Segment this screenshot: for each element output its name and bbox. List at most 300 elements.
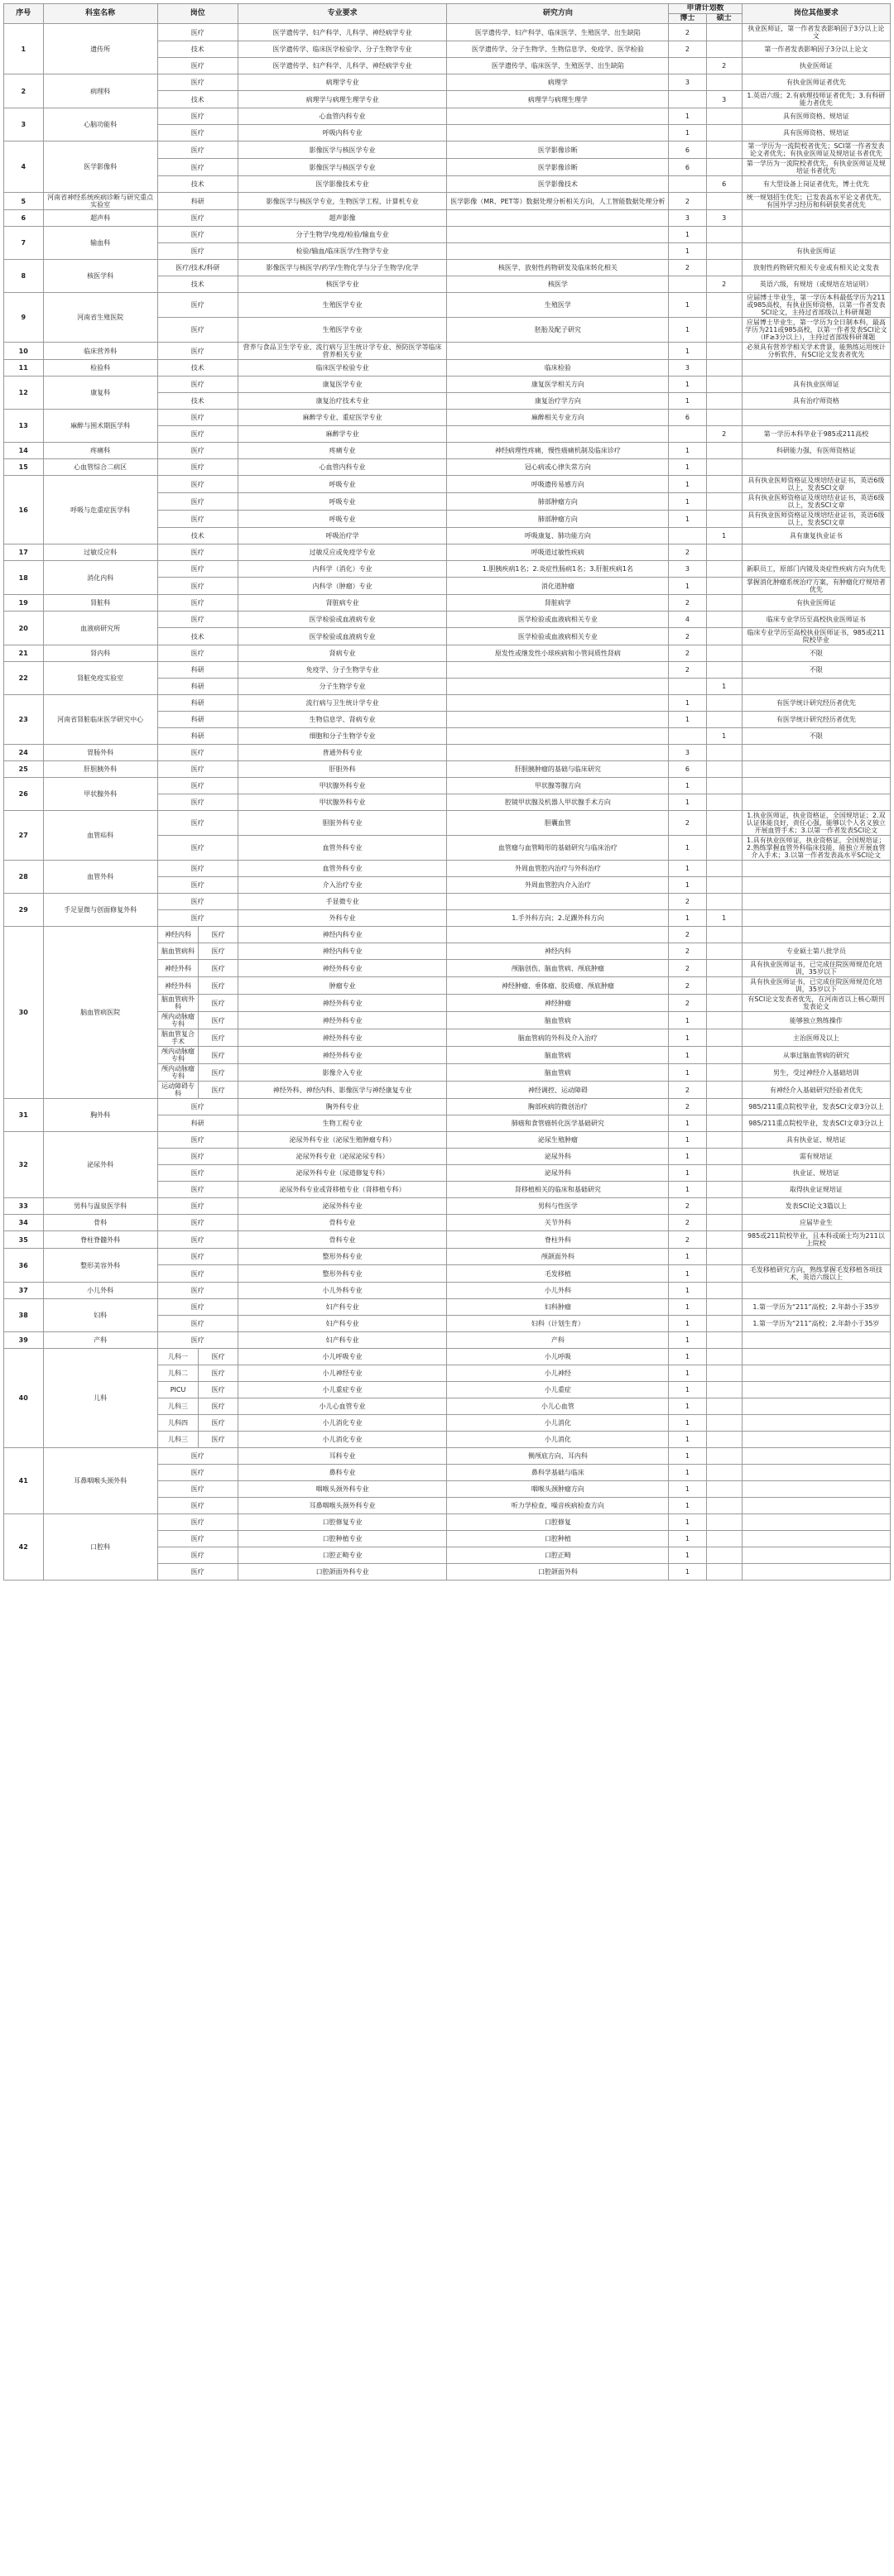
major-requirement: 妇产科专业 <box>238 1299 447 1316</box>
master-count <box>706 1099 742 1115</box>
post-type: 医疗 <box>157 877 238 894</box>
research-direction: 毛发移植 <box>447 1265 669 1283</box>
row-number: 12 <box>4 377 44 410</box>
master-count <box>706 1198 742 1215</box>
table-row <box>4 1231 891 1249</box>
research-direction: 小儿消化 <box>447 1415 669 1432</box>
major-requirement: 生物信息学、肾病专业 <box>238 712 447 728</box>
department-name: 手足显微与创面修复外科 <box>43 894 157 927</box>
department-name: 肾内科 <box>43 645 157 662</box>
sub-department: PICU <box>157 1382 199 1398</box>
master-count <box>706 1082 742 1099</box>
research-direction <box>447 108 669 125</box>
research-direction: 核医学、放射性药物研发及临床转化相关 <box>447 260 669 276</box>
row-number: 30 <box>4 927 44 1099</box>
post-type: 医疗 <box>157 1215 238 1231</box>
research-direction: 产科 <box>447 1332 669 1349</box>
department-name: 妇科 <box>43 1299 157 1332</box>
major-requirement: 医学遗传学、妇产科学、儿科学、神经病学专业 <box>238 24 447 41</box>
post-type: 医疗 <box>157 1316 238 1332</box>
post-type: 医疗 <box>157 159 238 176</box>
research-direction <box>447 426 669 443</box>
phd-count: 1 <box>669 343 706 360</box>
other-requirement <box>742 1465 890 1481</box>
major-requirement: 小儿消化专业 <box>238 1432 447 1448</box>
phd-count: 1 <box>669 1182 706 1198</box>
other-requirement <box>742 877 890 894</box>
major-requirement: 疼痛专业 <box>238 443 447 459</box>
table-row <box>4 210 891 227</box>
major-requirement: 肝胆外科 <box>238 761 447 778</box>
major-requirement: 甲状腺外科专业 <box>238 794 447 811</box>
department-name: 输血科 <box>43 227 157 260</box>
master-count <box>706 1432 742 1448</box>
other-requirement <box>742 1349 890 1365</box>
other-requirement <box>742 679 890 695</box>
department-name: 甲状腺外科 <box>43 778 157 811</box>
phd-count <box>669 91 706 108</box>
department-name: 检验科 <box>43 360 157 377</box>
sub-department: 儿科三 <box>157 1398 199 1415</box>
header-other: 岗位其他要求 <box>742 4 890 24</box>
post-type: 医疗 <box>157 1299 238 1316</box>
major-requirement: 心血管内科专业 <box>238 108 447 125</box>
other-requirement: 不限 <box>742 728 890 745</box>
major-requirement: 鼻科专业 <box>238 1465 447 1481</box>
other-requirement: 第一学历为一流院校者优先，有执业医师证及规培证书者优先 <box>742 159 890 176</box>
major-requirement: 妇产科专业 <box>238 1332 447 1349</box>
phd-count: 1 <box>669 1398 706 1415</box>
department-name: 医学影像科 <box>43 142 157 193</box>
department-name: 河南省神经系统疾病诊断与研究重点实验室 <box>43 193 157 210</box>
master-count <box>706 877 742 894</box>
phd-count: 1 <box>669 1165 706 1182</box>
phd-count <box>669 528 706 544</box>
sub-department: 儿科一 <box>157 1349 199 1365</box>
table-row <box>4 293 891 318</box>
research-direction: 肾移植相关的临床和基础研究 <box>447 1182 669 1198</box>
post-type: 医疗 <box>199 927 238 943</box>
phd-count: 3 <box>669 210 706 227</box>
major-requirement: 骨科专业 <box>238 1215 447 1231</box>
table-row <box>4 927 891 943</box>
research-direction <box>447 227 669 243</box>
research-direction: 病理学 <box>447 74 669 91</box>
research-direction: 男科与性医学 <box>447 1198 669 1215</box>
row-number: 31 <box>4 1099 44 1132</box>
other-requirement: 具有执业医师资格证及规培结业证书，英语6级以上，发表SCI文章 <box>742 476 890 493</box>
row-number: 7 <box>4 227 44 260</box>
post-type: 医疗 <box>157 1283 238 1299</box>
major-requirement: 小儿消化专业 <box>238 1415 447 1432</box>
row-number: 10 <box>4 343 44 360</box>
row-number: 23 <box>4 695 44 745</box>
major-requirement: 神经外科、神经内科、影像医学与神经康复专业 <box>238 1082 447 1099</box>
post-type: 医疗 <box>157 578 238 595</box>
master-count <box>706 377 742 393</box>
post-type: 医疗 <box>157 293 238 318</box>
master-count <box>706 142 742 159</box>
major-requirement: 小儿外科专业 <box>238 1283 447 1299</box>
phd-count: 2 <box>669 260 706 276</box>
phd-count: 1 <box>669 1265 706 1283</box>
major-requirement: 整形外科专业 <box>238 1249 447 1265</box>
post-type: 医疗 <box>157 459 238 476</box>
post-type: 医疗 <box>157 511 238 528</box>
other-requirement <box>742 927 890 943</box>
major-requirement: 骨科专业 <box>238 1231 447 1249</box>
phd-count: 1 <box>669 318 706 343</box>
department-name: 产科 <box>43 1332 157 1349</box>
post-type: 医疗 <box>157 1531 238 1547</box>
row-number: 24 <box>4 745 44 761</box>
major-requirement: 甲状腺外科专业 <box>238 778 447 794</box>
major-requirement: 肿瘤专业 <box>238 977 447 995</box>
header-row <box>4 4 891 14</box>
major-requirement: 普通外科专业 <box>238 745 447 761</box>
other-requirement <box>742 745 890 761</box>
research-direction: 小儿重症 <box>447 1382 669 1398</box>
master-count <box>706 1149 742 1165</box>
major-requirement: 血管外科专业 <box>238 836 447 861</box>
phd-count: 6 <box>669 761 706 778</box>
major-requirement: 神经外科专业 <box>238 995 447 1012</box>
row-number: 13 <box>4 410 44 443</box>
department-name: 遗传所 <box>43 24 157 74</box>
row-number: 9 <box>4 293 44 343</box>
other-requirement: 有大型设备上岗证者优先，博士优先 <box>742 176 890 193</box>
phd-count: 6 <box>669 159 706 176</box>
other-requirement: 1.执业医师证，执业资格证，全国规培证；2.双认证体能良好，责任心强，能够以个人名义独立开展血管手术；3.以第一作者发表SCI论文 <box>742 811 890 836</box>
major-requirement: 神经外科专业 <box>238 1012 447 1029</box>
table-row <box>4 1332 891 1349</box>
post-type: 医疗 <box>157 1249 238 1265</box>
header-post: 岗位 <box>157 4 238 24</box>
master-count <box>706 1332 742 1349</box>
phd-count <box>669 728 706 745</box>
research-direction: 外周血管腔内介入治疗 <box>447 877 669 894</box>
master-count <box>706 360 742 377</box>
row-number: 26 <box>4 778 44 811</box>
research-direction: 核医学 <box>447 276 669 293</box>
phd-count: 1 <box>669 1547 706 1564</box>
post-type: 技术 <box>157 628 238 645</box>
research-direction <box>447 125 669 142</box>
major-requirement: 麻醉学专业、重症医学专业 <box>238 410 447 426</box>
department-name: 病理科 <box>43 74 157 108</box>
research-direction: 医学影像诊断 <box>447 142 669 159</box>
master-count <box>706 476 742 493</box>
major-requirement: 医学影像技术专业 <box>238 176 447 193</box>
research-direction: 呼吸道过敏性疾病 <box>447 544 669 561</box>
post-type: 医疗 <box>157 778 238 794</box>
post-type: 医疗 <box>157 377 238 393</box>
other-requirement <box>742 1564 890 1581</box>
other-requirement <box>742 1547 890 1564</box>
master-count <box>706 108 742 125</box>
phd-count: 1 <box>669 695 706 712</box>
post-type: 技术 <box>157 528 238 544</box>
department-name: 呼吸与危重症医学科 <box>43 476 157 544</box>
post-type: 医疗 <box>157 561 238 578</box>
major-requirement: 口腔种植专业 <box>238 1531 447 1547</box>
research-direction: 麻醉相关专业方向 <box>447 410 669 426</box>
research-direction: 甲状腺等腺方向 <box>447 778 669 794</box>
research-direction: 神经内科 <box>447 943 669 960</box>
row-number: 35 <box>4 1231 44 1249</box>
header-master: 硕士 <box>706 14 742 24</box>
row-number: 22 <box>4 662 44 695</box>
other-requirement: 有执业医师证者优先 <box>742 74 890 91</box>
phd-count: 2 <box>669 41 706 58</box>
master-count: 1 <box>706 910 742 927</box>
other-requirement <box>742 794 890 811</box>
sub-department: 脑血管病外科 <box>157 995 199 1012</box>
research-direction <box>447 927 669 943</box>
research-direction <box>447 679 669 695</box>
post-type: 医疗 <box>157 612 238 628</box>
research-direction <box>447 712 669 728</box>
phd-count <box>669 276 706 293</box>
row-number: 3 <box>4 108 44 142</box>
master-count <box>706 1465 742 1481</box>
research-direction: 脑血管病 <box>447 1064 669 1082</box>
department-name: 男科与温泉医学科 <box>43 1198 157 1215</box>
other-requirement: 第一学历本科毕业于985或211高校 <box>742 426 890 443</box>
other-requirement: 具有医师资格、规培证 <box>742 108 890 125</box>
table-row <box>4 227 891 243</box>
master-count <box>706 243 742 260</box>
row-number: 14 <box>4 443 44 459</box>
master-count: 2 <box>706 426 742 443</box>
master-count <box>706 645 742 662</box>
major-requirement: 病理学与病理生理学专业 <box>238 91 447 108</box>
research-direction: 生殖医学 <box>447 293 669 318</box>
post-type: 医疗 <box>199 960 238 977</box>
phd-count: 3 <box>669 561 706 578</box>
table-row <box>4 459 891 476</box>
master-count <box>706 561 742 578</box>
master-count: 1 <box>706 728 742 745</box>
other-requirement: 英语六级，有规培（或规培在培证明） <box>742 276 890 293</box>
research-direction: 医学检验或血液病相关专业 <box>447 628 669 645</box>
phd-count: 1 <box>669 877 706 894</box>
department-name: 核医学科 <box>43 260 157 293</box>
research-direction: 颅颌面外科 <box>447 1249 669 1265</box>
phd-count: 3 <box>669 360 706 377</box>
phd-count: 1 <box>669 778 706 794</box>
major-requirement: 超声影像 <box>238 210 447 227</box>
post-type: 医疗 <box>157 493 238 511</box>
research-direction: 脑血管病 <box>447 1047 669 1064</box>
post-type: 医疗 <box>157 142 238 159</box>
other-requirement <box>742 1398 890 1415</box>
other-requirement <box>742 410 890 426</box>
phd-count: 2 <box>669 595 706 612</box>
research-direction: 1.手外科方向；2.足踝外科方向 <box>447 910 669 927</box>
phd-count: 2 <box>669 1099 706 1115</box>
other-requirement: 临床专业学历至高校执业医师证书，985或211院校毕业 <box>742 628 890 645</box>
major-requirement: 检验/输血/临床医学/生物学专业 <box>238 243 447 260</box>
research-direction: 妇科肿瘤 <box>447 1299 669 1316</box>
other-requirement <box>742 459 890 476</box>
other-requirement: 具有执业证、规培证 <box>742 1132 890 1149</box>
row-number: 41 <box>4 1448 44 1514</box>
post-type: 医疗 <box>157 1465 238 1481</box>
major-requirement: 呼吸治疗学 <box>238 528 447 544</box>
master-count <box>706 318 742 343</box>
research-direction <box>447 210 669 227</box>
research-direction <box>447 343 669 360</box>
research-direction <box>447 728 669 745</box>
table-row <box>4 861 891 877</box>
post-type: 医疗 <box>157 645 238 662</box>
phd-count: 1 <box>669 459 706 476</box>
research-direction: 妇科（计划生育） <box>447 1316 669 1332</box>
post-type: 医疗 <box>157 1498 238 1514</box>
table-row <box>4 1099 891 1115</box>
other-requirement: 应届博士毕业生，第一学历本科最低学历为211或985高校，有执业医师资格，以第一作者发表SCI论文，主持过省部级以上科研课题 <box>742 293 890 318</box>
row-number: 19 <box>4 595 44 612</box>
department-name: 整形美容外科 <box>43 1249 157 1283</box>
table-row <box>4 193 891 210</box>
other-requirement: 必须具有营养学相关学术背景，能熟练运用统计分析软件，有SCI论文发表者优先 <box>742 343 890 360</box>
major-requirement: 小儿重症专业 <box>238 1382 447 1398</box>
phd-count: 1 <box>669 227 706 243</box>
post-type: 科研 <box>157 679 238 695</box>
research-direction: 消化道肿瘤 <box>447 578 669 595</box>
phd-count: 3 <box>669 74 706 91</box>
other-requirement <box>742 1448 890 1465</box>
post-type: 医疗 <box>157 125 238 142</box>
table-row <box>4 695 891 712</box>
research-direction: 康复医学相关方向 <box>447 377 669 393</box>
post-type: 医疗 <box>157 1132 238 1149</box>
other-requirement <box>742 1332 890 1349</box>
research-direction: 医学遗传学、妇产科学、临床医学、生殖医学、出生缺陷 <box>447 24 669 41</box>
research-direction: 神经调控、运动障碍 <box>447 1082 669 1099</box>
phd-count: 2 <box>669 995 706 1012</box>
phd-count: 2 <box>669 960 706 977</box>
master-count <box>706 459 742 476</box>
sub-department: 儿科四 <box>157 1415 199 1432</box>
master-count <box>706 1182 742 1198</box>
master-count <box>706 544 742 561</box>
major-requirement: 医学检验或血液病专业 <box>238 628 447 645</box>
other-requirement <box>742 360 890 377</box>
master-count <box>706 1531 742 1547</box>
post-type: 医疗 <box>157 761 238 778</box>
major-requirement: 手显微专业 <box>238 894 447 910</box>
post-type: 医疗 <box>157 1547 238 1564</box>
major-requirement: 呼吸专业 <box>238 511 447 528</box>
other-requirement: 应届毕业生 <box>742 1215 890 1231</box>
table-body <box>4 24 891 1581</box>
post-type: 医疗 <box>157 1099 238 1115</box>
header-phd: 博士 <box>669 14 706 24</box>
master-count <box>706 1382 742 1398</box>
recruitment-plan-table <box>3 3 891 1581</box>
master-count <box>706 1299 742 1316</box>
other-requirement: 具有医师资格、规培证 <box>742 125 890 142</box>
research-direction <box>447 243 669 260</box>
other-requirement: 从事过脑血管病的研究 <box>742 1047 890 1064</box>
major-requirement: 小儿呼吸专业 <box>238 1349 447 1365</box>
sub-department: 儿科二 <box>157 1365 199 1382</box>
major-requirement: 影像医学与核医学/药学/生物化学与分子生物学/化学 <box>238 260 447 276</box>
research-direction: 侧颅底方向、耳内科 <box>447 1448 669 1465</box>
research-direction <box>447 894 669 910</box>
master-count <box>706 1365 742 1382</box>
post-type: 技术 <box>157 360 238 377</box>
table-row <box>4 343 891 360</box>
row-number: 25 <box>4 761 44 778</box>
other-requirement: 985或211院校毕业，且本科或硕士均为211以上院校 <box>742 1231 890 1249</box>
other-requirement: 具有执业医师资格证及规培结业证书，英语6级以上，发表SCI文章 <box>742 511 890 528</box>
research-direction <box>447 695 669 712</box>
sub-department: 神经外科 <box>157 960 199 977</box>
other-requirement: 985/211重点院校毕业，发表SCI文章3分以上 <box>742 1115 890 1132</box>
other-requirement <box>742 861 890 877</box>
department-name: 肾脏科 <box>43 595 157 612</box>
post-type: 医疗 <box>157 426 238 443</box>
research-direction: 关节外科 <box>447 1215 669 1231</box>
phd-count: 1 <box>669 578 706 595</box>
research-direction: 呼吸康复、肺功能方向 <box>447 528 669 544</box>
post-type: 科研 <box>157 712 238 728</box>
research-direction <box>447 745 669 761</box>
research-direction: 肺部肿瘤方向 <box>447 493 669 511</box>
master-count <box>706 1029 742 1047</box>
major-requirement: 临床医学检验专业 <box>238 360 447 377</box>
major-requirement: 医学遗传学、临床医学检验学、分子生物学专业 <box>238 41 447 58</box>
table-row <box>4 1448 891 1465</box>
master-count <box>706 1283 742 1299</box>
research-direction: 康复治疗学方向 <box>447 393 669 410</box>
post-type: 医疗 <box>157 74 238 91</box>
master-count <box>706 159 742 176</box>
table-row <box>4 1249 891 1265</box>
row-number: 27 <box>4 811 44 861</box>
other-requirement: 执业医师证，第一作者发表影响因子3分以上论文 <box>742 24 890 41</box>
master-count <box>706 41 742 58</box>
header-no: 序号 <box>4 4 44 24</box>
post-type: 医疗 <box>199 1029 238 1047</box>
post-type: 医疗 <box>157 443 238 459</box>
header-major: 专业要求 <box>238 4 447 24</box>
research-direction: 小儿神经 <box>447 1365 669 1382</box>
major-requirement: 分子生物学/免疫/检验/输血专业 <box>238 227 447 243</box>
major-requirement: 胸外科专业 <box>238 1099 447 1115</box>
post-type: 医疗 <box>157 811 238 836</box>
master-count <box>706 1132 742 1149</box>
post-type: 医疗 <box>157 1265 238 1283</box>
major-requirement: 外科专业 <box>238 910 447 927</box>
row-number: 38 <box>4 1299 44 1332</box>
other-requirement <box>742 1365 890 1382</box>
other-requirement <box>742 1283 890 1299</box>
post-type: 医疗 <box>157 745 238 761</box>
table-row <box>4 1283 891 1299</box>
master-count <box>706 1415 742 1432</box>
phd-count: 1 <box>669 1029 706 1047</box>
other-requirement: 1.第一学历为“211”高校；2.年龄小于35岁 <box>742 1316 890 1332</box>
master-count <box>706 1115 742 1132</box>
other-requirement: 有SCI论文发表者优先，在河南省以上核心期刊发表论文 <box>742 995 890 1012</box>
major-requirement: 小儿心血管专业 <box>238 1398 447 1415</box>
other-requirement: 新职员工，原部门内镜及炎症性疾病方向为优先 <box>742 561 890 578</box>
master-count <box>706 74 742 91</box>
